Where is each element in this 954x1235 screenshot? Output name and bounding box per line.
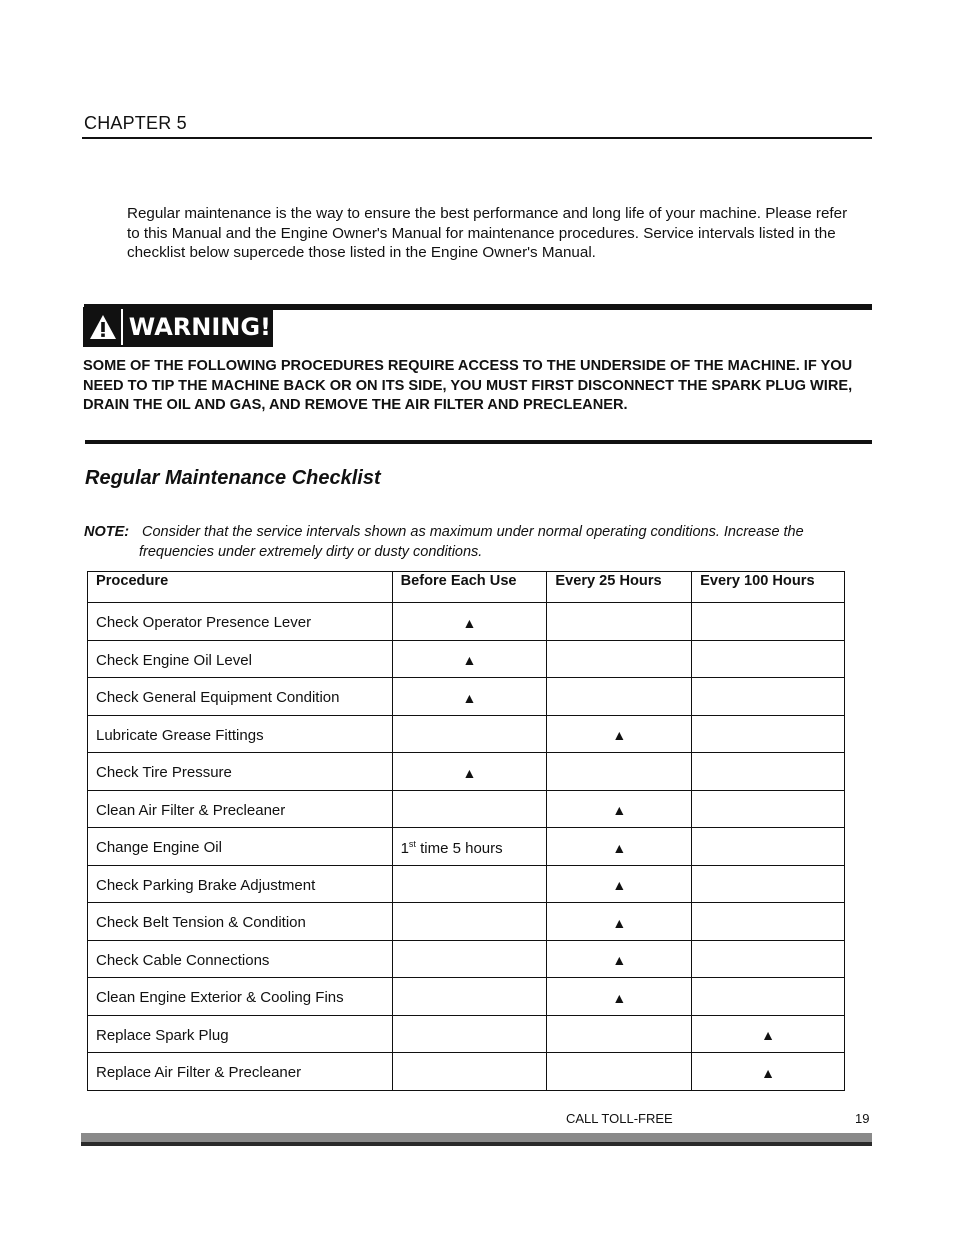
oil-note-superscript: st — [408, 838, 416, 849]
cell-before-each-use — [392, 903, 547, 941]
table-header-row — [88, 572, 845, 603]
cell-before-each-use — [392, 1015, 547, 1053]
cell-procedure: Check Tire Pressure — [88, 753, 393, 791]
note-line-2: frequencies under extremely dirty or dusty conditions. — [139, 544, 483, 560]
table-row — [88, 715, 845, 753]
table-row — [88, 865, 845, 903]
cell-every-25-hours — [547, 1015, 692, 1053]
cell-every-25-hours: ▲ — [547, 940, 692, 978]
warning-text: SOME OF THE FOLLOWING PROCEDURES REQUIRE ACCESS TO THE UNDERSIDE OF THE MACHINE. IF YOU NEED TO TIP THE MACHINE BACK OR ON ITS SIDE, YOU MUST FIRST DISCONNECT THE SPARK PLUG WIRE, DRAIN THE OIL AND GAS, AND REMOVE THE AIR FILTER AND PRECLEANER. — [83, 358, 853, 413]
footer-call-toll-free: CALL TOLL-FREE — [566, 1111, 673, 1126]
cell-before-each-use: ▲ — [392, 603, 547, 641]
cell-procedure: Check Cable Connections — [88, 940, 393, 978]
cell-every-25-hours: ▲ — [547, 828, 692, 866]
cell-before-each-use — [392, 790, 547, 828]
cell-every-100-hours — [692, 865, 845, 903]
footer-bar — [81, 1133, 872, 1146]
cell-procedure: Check Parking Brake Adjustment — [88, 865, 393, 903]
oil-note-text: time 5 hours — [415, 839, 503, 857]
cell-every-100-hours — [692, 940, 845, 978]
warning-triangle-icon — [85, 309, 121, 345]
table-row — [88, 828, 845, 866]
cell-every-25-hours: ▲ — [547, 790, 692, 828]
cell-before-each-use: ▲ — [392, 753, 547, 791]
cell-procedure: Clean Air Filter & Precleaner — [88, 790, 393, 828]
cell-every-25-hours — [547, 603, 692, 641]
table-row — [88, 790, 845, 828]
cell-every-25-hours — [547, 753, 692, 791]
cell-before-each-use: ▲ — [392, 640, 547, 678]
maintenance-checklist-table — [87, 571, 845, 1091]
cell-before-each-use — [392, 828, 547, 866]
chapter-divider — [82, 137, 872, 139]
note-line-1: Consider that the service intervals shown as maximum under normal operating conditions. Increase the — [142, 524, 804, 540]
cell-every-100-hours — [692, 678, 845, 716]
cell-procedure: Check Engine Oil Level — [88, 640, 393, 678]
cell-before-each-use — [392, 715, 547, 753]
cell-every-100-hours: ▲ — [692, 1053, 845, 1091]
cell-every-100-hours — [692, 753, 845, 791]
table-row — [88, 678, 845, 716]
cell-procedure: Check Belt Tension & Condition — [88, 903, 393, 941]
cell-procedure: Check General Equipment Condition — [88, 678, 393, 716]
cell-every-100-hours — [692, 903, 845, 941]
intro-paragraph: Regular maintenance is the way to ensure the best performance and long life of your machine. Please refer to this Manual and the Engine Owner's Manual for maintenance procedures. Service intervals listed in the checklist below supercede those listed in the Engine Owner's Manual. — [127, 205, 848, 261]
table-row — [88, 1053, 845, 1091]
cell-before-each-use — [392, 1053, 547, 1091]
cell-every-25-hours — [547, 678, 692, 716]
cell-procedure: Replace Spark Plug — [88, 1015, 393, 1053]
oil-note-number: 1 — [400, 839, 409, 857]
page-number: 19 — [855, 1111, 870, 1126]
cell-every-100-hours — [692, 828, 845, 866]
table-row — [88, 603, 845, 641]
cell-before-each-use: ▲ — [392, 678, 547, 716]
warning-label: WARNING! — [123, 309, 271, 345]
header-every-100-hours: Every 100 Hours — [692, 572, 845, 603]
cell-every-25-hours: ▲ — [547, 715, 692, 753]
cell-every-25-hours — [547, 1053, 692, 1091]
cell-before-each-use — [392, 940, 547, 978]
cell-every-25-hours — [547, 640, 692, 678]
cell-every-100-hours — [692, 603, 845, 641]
table-row — [88, 940, 845, 978]
note-label: NOTE: — [84, 524, 130, 540]
cell-every-25-hours: ▲ — [547, 903, 692, 941]
cell-every-100-hours — [692, 790, 845, 828]
header-every-25-hours: Every 25 Hours — [547, 572, 692, 603]
table-row — [88, 640, 845, 678]
cell-procedure: Clean Engine Exterior & Cooling Fins — [88, 978, 393, 1016]
table-row — [88, 753, 845, 791]
cell-every-25-hours: ▲ — [547, 978, 692, 1016]
cell-before-each-use — [392, 865, 547, 903]
table-row — [88, 978, 845, 1016]
cell-every-25-hours: ▲ — [547, 865, 692, 903]
cell-every-100-hours — [692, 640, 845, 678]
table-row — [88, 1015, 845, 1053]
warning-bottom-rule — [85, 440, 872, 444]
cell-every-100-hours: ▲ — [692, 1015, 845, 1053]
cell-before-each-use — [392, 978, 547, 1016]
cell-every-100-hours — [692, 978, 845, 1016]
cell-procedure: Change Engine Oil — [88, 828, 393, 866]
table-row — [88, 903, 845, 941]
header-procedure: Procedure — [88, 572, 393, 603]
section-title: Regular Maintenance Checklist — [85, 467, 381, 489]
cell-procedure: Replace Air Filter & Precleaner — [88, 1053, 393, 1091]
cell-procedure: Check Operator Presence Lever — [88, 603, 393, 641]
header-before-each-use: Before Each Use — [392, 572, 547, 603]
warning-badge — [83, 307, 273, 347]
note — [84, 522, 874, 562]
chapter-heading: CHAPTER 5 — [84, 113, 187, 133]
cell-procedure: Lubricate Grease Fittings — [88, 715, 393, 753]
cell-every-100-hours — [692, 715, 845, 753]
